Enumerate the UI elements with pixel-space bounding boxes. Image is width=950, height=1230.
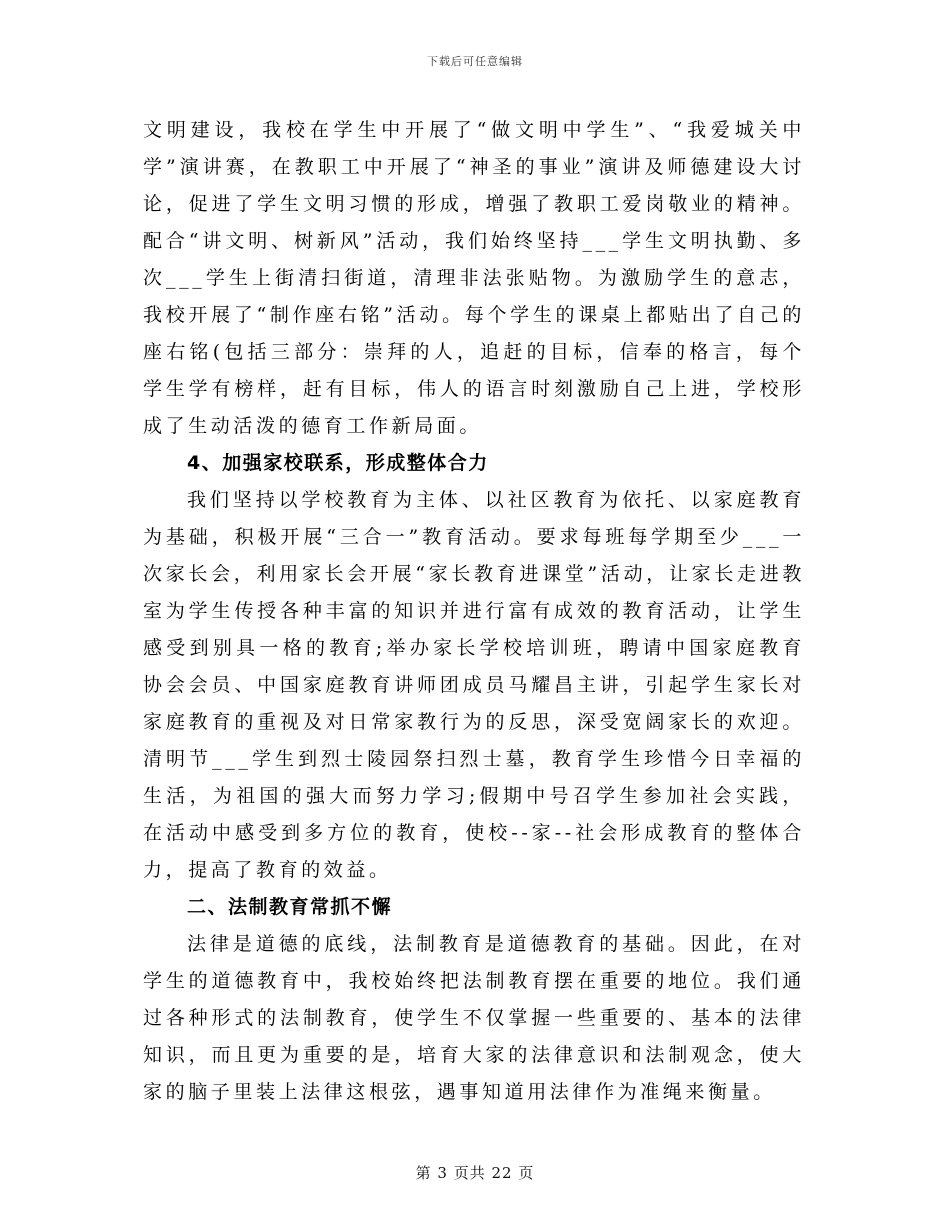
paragraph-civilization: 文明建设，我校在学生中开展了“做文明中学生”、“我爱城关中学”演讲赛，在教职工中开展了“神圣的事业”演讲及师德建设大讨论，促进了学生文明习惯的形成，增强了教职工爱岗敬业的精神。配合“讲文明、树新风”活动，我们始终坚持___学生文明执勤、多次___学生上街清扫街道，清理非法张贴物。为激励学生的意志，我校开展了“制作座右铭”活动。每个学生的课桌上都贴出了自己的座右铭(包括三部分：崇拜的人，追赶的目标，信奉的格言，每个学生学有榜样，赶有目标，伟人的语言时刻激励自己上进，学校形成了生动活泼的德育工作新局面。 [143, 119, 805, 437]
section-heading-home-school: 4、加强家校联系，形成整体合力 [187, 452, 489, 474]
document-body [143, 112, 805, 1111]
paragraph-home-school: 我们坚持以学校教育为主体、以社区教育为依托、以家庭教育为基础，积极开展“三合一”教育活动。要求每班每学期至少___一次家长会，利用家长会开展“家长教育进课堂”活动，让家长走进教室为学生传授各种丰富的知识并进行富有成效的教育活动，让学生感受到别具一格的教育;举办家长学校培训班，聘请中国家庭教育协会会员、中国家庭教育讲师团成员马耀昌主讲，引起学生家长对家庭教育的重视及对日常家教行为的反思，深受宽阔家长的欢迎。清明节___学生到烈士陵园祭扫烈士墓，教育学生珍惜今日幸福的生活，为祖国的强大而努力学习;假期中号召学生参加社会实践，在活动中感受到多方位的教育，使校--家--社会形成教育的整体合力，提高了教育的效益。 [143, 489, 805, 881]
section-heading-legal-education: 二、法制教育常抓不懈 [187, 896, 393, 918]
page-footer: 第 3 页共 22 页 [415, 1164, 535, 1182]
paragraph-legal-education: 法律是道德的底线，法制教育是道德教育的基础。因此，在对学生的道德教育中，我校始终把法制教育摆在重要的地位。我们通过各种形式的法制教育，使学生不仅掌握一些重要的、基本的法律知识，而且更为重要的是，培育大家的法律意识和法制观念，使大家的脑子里装上法律这根弦，遇事知道用法律作为准绳来衡量。 [143, 933, 805, 1103]
page-header: 下载后可任意编辑 [427, 55, 523, 68]
